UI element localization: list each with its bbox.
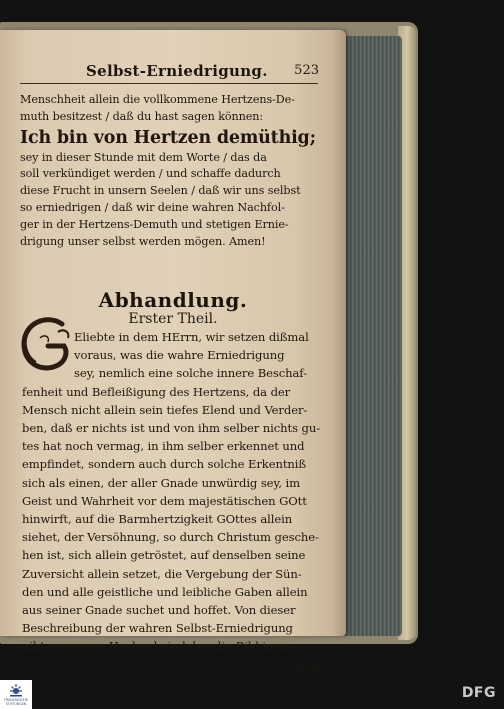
text-line: hinwirft, auf die Barmhertzigkeit GOttes allein: [22, 512, 293, 527]
text-line: Eliebte in dem HErrn, wir setzen dißmal: [74, 330, 309, 344]
text-line: sey, nemlich eine solche innere Beschaf-: [74, 366, 307, 381]
text-line: diese Frucht in unsern Seelen / daß wir uns selbst: [20, 184, 301, 198]
text-line: Zuversicht allein setzet, die Vergebung der Sün-: [22, 566, 302, 581]
text-line: Geist und Wahrheit vor dem majestätischen GOtt: [22, 493, 307, 508]
text-line: ben, daß er nichts ist und von ihm selber nichts gu-: [22, 421, 321, 436]
text-line: voraus, was die wahre Erniedrigung: [74, 348, 285, 363]
page-edges: [338, 36, 402, 636]
text-line: sich als einen, der aller Gnade unwürdig sey, im: [22, 475, 301, 490]
text-line: aus seiner Gnade suchet und hoffet. Von dieser: [22, 603, 296, 618]
text-line: soll verkündiget werden / und schaffe dadurch: [20, 167, 281, 181]
text-line: Beschreibung der wahren Selbst-Erniedrigung: [22, 621, 293, 636]
text-line: Menschheit allein die vollkommene Hertzens-De-: [20, 93, 295, 106]
logo-text: FRANCKESCHE STIFTUNGEN: [4, 698, 28, 706]
text-line: hen ist, sich allein getröstet, auf denselben seine: [22, 548, 306, 563]
text-line: sey in dieser Stunde mit dem Worte / das da: [20, 150, 267, 164]
text-line: empfindet, sondern auch durch solche Erkentniß: [22, 457, 307, 472]
book-page: [0, 30, 346, 672]
page-number: 523: [294, 63, 319, 78]
main-paragraph: [22, 328, 322, 674]
text-line: Mensch nicht allein sein tiefes Elend und Verder-: [22, 402, 308, 417]
page-header: [20, 60, 325, 84]
subsection-title: Erster Theil.: [128, 311, 218, 327]
francke-foundation-logo[interactable]: [0, 680, 32, 709]
dfg-logo[interactable]: DFG: [461, 685, 496, 701]
text-line: tes hat noch vermag, in ihm selber erkennet und: [22, 439, 305, 454]
text-line: den und alle geistliche und leibliche Gaben allein: [22, 584, 308, 599]
running-title: Selbst-Erniedrigung.: [86, 62, 268, 80]
emphasis-line: Ich bin von Hertzen demüthig;: [20, 127, 316, 148]
header-rule: [20, 83, 318, 84]
catchword: serm: [293, 657, 322, 672]
prayer-paragraph: [20, 92, 320, 250]
section-title: Abhandlung.: [98, 288, 248, 312]
text-line: gibt uns unser Heyland ein lebendig Bild in un-: [22, 639, 296, 654]
text-line: so erniedrigen / daß wir deine wahren Nachfol-: [20, 200, 285, 214]
text-line: muth besitzest / daß du hast sagen können:: [20, 109, 264, 123]
text-line: drigung unser selbst werden mögen. Amen!: [20, 234, 266, 248]
text-line: ger in der Hertzens-Demuth und stetigen Ernie-: [20, 217, 289, 231]
text-line: fenheit und Befleißigung des Hertzens, da der: [22, 384, 291, 399]
text-line: siehet, der Versöhnung, so durch Christum gesche-: [22, 530, 319, 545]
sun-emblem-icon: [8, 683, 24, 697]
